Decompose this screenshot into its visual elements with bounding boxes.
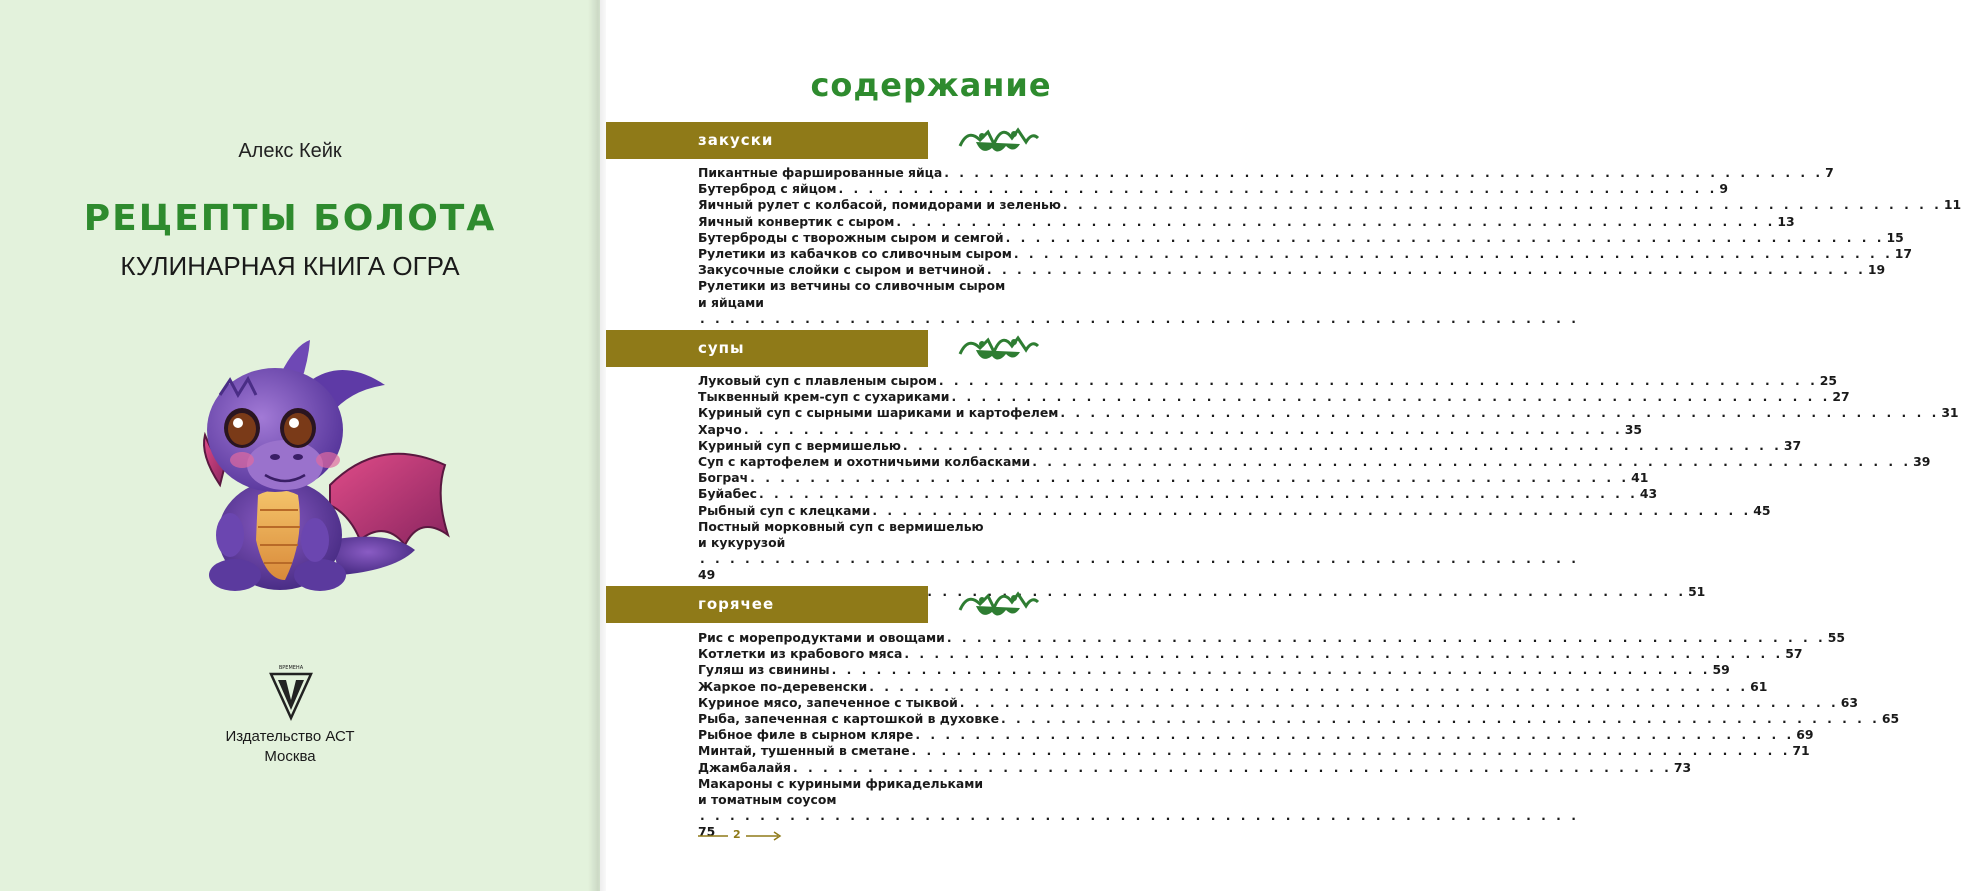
toc-entry[interactable]: Джамбалайя . . . 73 <box>698 760 1156 776</box>
toc-entry[interactable]: Харчо . . . 35 <box>698 422 1156 438</box>
publisher-info <box>0 727 580 767</box>
toc-entry[interactable]: Куриное мясо, запеченное с тыквой . . . 63 <box>698 695 1156 711</box>
publisher-city: Москва <box>264 748 316 765</box>
toc-entry[interactable]: Рыбный суп с клецками . . . 45 <box>698 503 1156 519</box>
toc-entry[interactable]: Буйабес . . . 43 <box>698 486 1156 502</box>
toc-entry[interactable]: Котлетки из крабового мяса . . . 57 <box>698 646 1156 662</box>
toc-list-zakuski <box>698 165 1961 343</box>
toc-entry[interactable]: Гуляш из свинины . . . 59 <box>698 662 1156 678</box>
toc-title: содержание <box>810 66 1052 104</box>
publisher-name: Издательство АСТ <box>225 728 355 745</box>
toc-entry[interactable]: Пикантные фаршированные яйца . . . 7 <box>698 165 1156 181</box>
section-bar-goryachee <box>606 586 928 623</box>
toc-entry[interactable]: Яичный рулет с колбасой, помидорами и зеленью . . . 11 <box>698 197 1156 213</box>
ogre-ornament-icon <box>958 582 1040 622</box>
toc-entry[interactable]: Бутерброд с яйцом . . . 9 <box>698 181 1156 197</box>
author-name: Алекс Кейк <box>238 140 342 162</box>
ogre-ornament-icon <box>958 118 1040 158</box>
toc-entry[interactable]: Жаркое по-деревенски . . . 61 <box>698 679 1156 695</box>
toc-entry[interactable]: Макароны с куриными фрикадельками и томатным соусом . . . 75 <box>698 776 1156 841</box>
toc-entry[interactable]: Бограч . . . 41 <box>698 470 1156 486</box>
toc-entry[interactable]: . . . 51 <box>698 584 1156 600</box>
toc-entry[interactable]: Рулетики из ветчины со сливочным сыром и яйцами . . . <box>698 278 1156 343</box>
toc-entry[interactable]: Рис с морепродуктами и овощами . . . 55 <box>698 630 1156 646</box>
ogre-ornament-icon <box>958 326 1040 366</box>
section-label: горячее <box>698 595 775 613</box>
toc-entry[interactable]: Закусочные слойки с сыром и ветчиной . . . 19 <box>698 262 1156 278</box>
toc-entry[interactable]: Куриный суп с сырными шариками и картофелем . . . 31 <box>698 405 1156 421</box>
book-subtitle: КУЛИНАРНАЯ КНИГА ОГРА <box>120 251 460 281</box>
left-page <box>0 0 600 891</box>
toc-entry[interactable]: Суп с картофелем и охотничьими колбасками . . . 39 <box>698 454 1156 470</box>
logo-text: ВРЕМЕНА <box>278 665 304 671</box>
toc-entry[interactable]: Куриный суп с вермишелью . . . 37 <box>698 438 1156 454</box>
toc-entry[interactable]: Постный морковный суп с вермишелью и кукурузой . . . 49 <box>698 519 1156 584</box>
toc-entry[interactable]: Минтай, тушенный в сметане . . . 71 <box>698 743 1156 759</box>
section-bar-supy <box>606 330 928 367</box>
toc-entry[interactable]: Луковый суп с плавленым сыром . . . 25 <box>698 373 1156 389</box>
section-label: супы <box>698 339 745 357</box>
section-label: закуски <box>698 131 774 149</box>
toc-entry[interactable]: Рыбное филе в сырном кляре . . . 69 <box>698 727 1156 743</box>
toc-list-goryachee <box>698 630 1900 841</box>
publisher-logo <box>266 662 316 722</box>
page-number-label: 2 <box>733 828 741 841</box>
toc-list-supy <box>698 373 1959 600</box>
dragon-illustration <box>180 335 460 605</box>
page-number <box>698 828 788 844</box>
book-title: РЕЦЕПТЫ БОЛОТА <box>83 198 497 239</box>
toc-entry[interactable]: Бутерброды с творожным сыром и семгой . . . 15 <box>698 230 1156 246</box>
toc-entry[interactable]: Тыквенный крем-суп с сухариками . . . 27 <box>698 389 1156 405</box>
section-bar-zakuski <box>606 122 928 159</box>
toc-entry[interactable]: Рулетики из кабачков со сливочным сыром . . . 17 <box>698 246 1156 262</box>
toc-entry[interactable]: Рыба, запеченная с картошкой в духовке . . . 65 <box>698 711 1156 727</box>
toc-entry[interactable]: Яичный конвертик с сыром . . . 13 <box>698 214 1156 230</box>
